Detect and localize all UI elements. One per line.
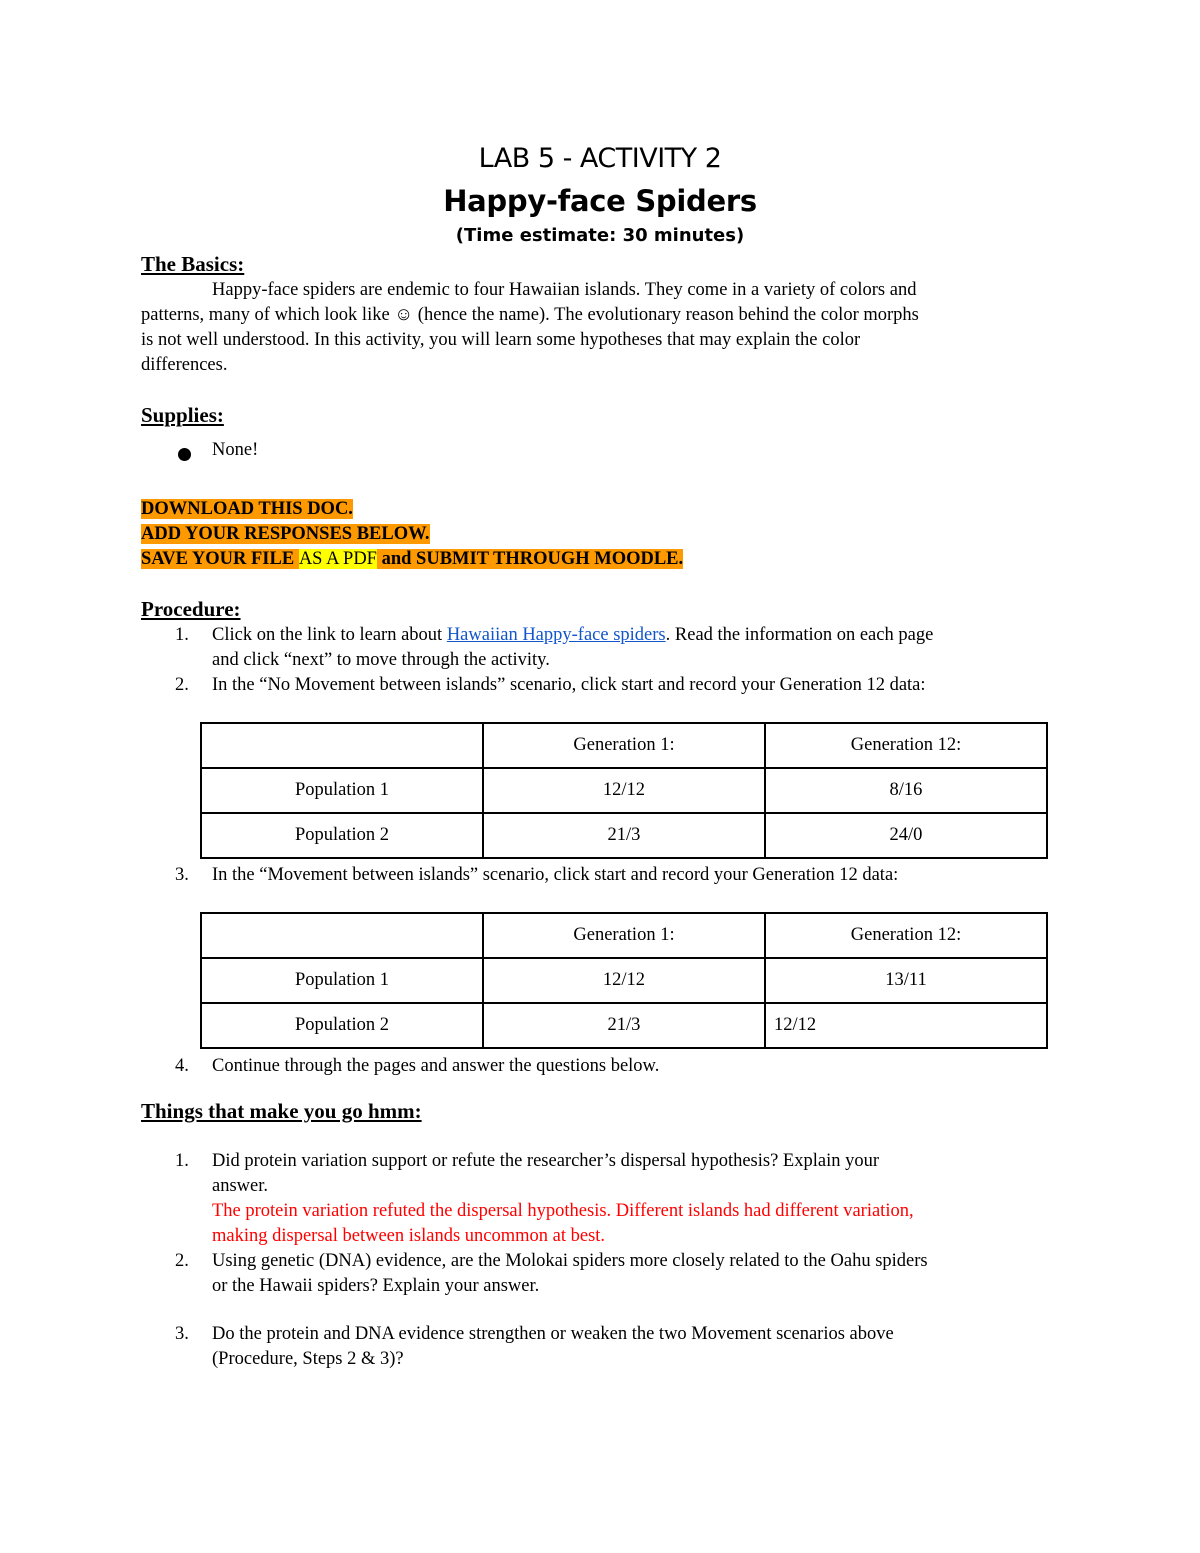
bullet-icon — [178, 448, 191, 461]
basics-heading: The Basics: — [141, 252, 245, 276]
happy-face-spiders-link[interactable]: Hawaiian Happy-face spiders — [446, 625, 666, 645]
question-3: 3. Do the protein and DNA evidence strengthen or weaken the two Movement scenarios above (Procedure, Steps 2 & 3)? — [175, 1324, 894, 1369]
instruction-submit: SAVE YOUR FILE AS A PDF and SUBMIT THROUGH MOODLE. — [141, 549, 684, 569]
question-1: 1. Did protein variation support or refute the researcher’s dispersal hypothesis? Explain your answer. The protein variation refuted the dispersal hypothesis. Different islands had different variation, making dispersal between islands uncommon at best. — [141, 1149, 1056, 1249]
page-title: Happy-face Spiders — [443, 184, 757, 218]
answer-1-line-1: The protein variation refuted the dispersal hypothesis. Different islands had different variation, — [212, 1201, 914, 1221]
table-row: Population 2 21/3 12/12 — [201, 1003, 1047, 1048]
basics-line-2: patterns, many of which look like ☺ (hence the name). The evolutionary reason behind the color morphs — [141, 305, 919, 325]
basics-line-4: differences. — [141, 355, 228, 375]
instruction-download: DOWNLOAD THIS DOC. — [141, 499, 353, 519]
procedure-step-3: 3. In the “Movement between islands” scenario, click start and record your Generation 12 data: — [175, 865, 899, 885]
basics-line-3: is not well understood. In this activity, you will learn some hypotheses that may explain the color — [141, 330, 861, 350]
no-movement-table — [200, 722, 1048, 859]
question-2: 2. Using genetic (DNA) evidence, are the Molokai spiders more closely related to the Oahu spiders or the Hawaii spiders? Explain your answer. — [175, 1251, 928, 1296]
basics-line-1: Happy-face spiders are endemic to four Hawaiian islands. They come in a variety of colors and — [212, 280, 917, 300]
procedure-step-4: 4. Continue through the pages and answer the questions below. — [175, 1056, 660, 1076]
basics-paragraph — [141, 278, 1051, 378]
lab-label: LAB 5 - ACTIVITY 2 — [478, 143, 722, 174]
table-row: Population 1 12/12 8/16 — [201, 768, 1047, 813]
table-row: Population 1 12/12 13/11 — [201, 958, 1047, 1003]
document-page: LAB 5 - ACTIVITY 2 Happy-face Spiders (Time estimate: 30 minutes) The Basics: Happy-face spiders are endemic to four Hawaiian islands. They come in a variety of colors and patterns, many of which look like ☺ (hence the name). The evolutionary reason behind the color morphs is not well understood. In this activity, you will learn some hypotheses that may explain the color differences. Supplies: None! DOWNLOAD THIS DOC. ADD YOUR RESPONSES BELOW. SAVE YOUR FILE AS A PDF and SUBMIT THROUGH MOODLE. Procedure: 1. Click on the link to learn about Hawaiian Happy-face spiders. Read the information on each page and click “next” to move through the activity. 2. In the “No Movement between islands” scenario, click start and record your Generation 12 data: Generation 1: Generation 12: Population 1 12/12 8/16 Population 2 21/3 24/0 3. In the “Movement between islands” scenario, click start and record your Generation 12 data: Generation 1: Generation 12: Population 1 12/12 13/11 Population 2 21/3 12/12 4. Continue through the pages and answer the questions below. Things that make you go hmm: 1. Did protein variation support or refute the researcher’s dispersal hypothesis? Explain your answer. The protein variation refuted the dispersal hypothesis. Different islands had different variation, making dispersal between islands uncommon at best. 2. Using genetic (DNA) evidence, are the Molokai spiders more closely related to the Oahu spiders or the Hawaii spiders? Explain your answer. 3. Do the protein and DNA evidence strengthen or weaken the two Movement scenarios above (Procedure, Steps 2 & 3)? — [0, 0, 1200, 1553]
procedure-step-2: 2. In the “No Movement between islands” scenario, click start and record your Generation 12 data: — [175, 675, 926, 695]
movement-table — [200, 912, 1048, 1049]
table-header-row: Generation 1: Generation 12: — [201, 723, 1047, 768]
table-row: Population 2 21/3 24/0 — [201, 813, 1047, 858]
answer-1-line-2: making dispersal between islands uncommon at best. — [212, 1226, 606, 1246]
supplies-heading: Supplies: — [141, 403, 224, 427]
instruction-responses: ADD YOUR RESPONSES BELOW. — [141, 524, 430, 544]
procedure-heading: Procedure: — [141, 597, 241, 621]
hmm-heading: Things that make you go hmm: — [141, 1099, 422, 1123]
procedure-step-1: 1. Click on the link to learn about Hawaiian Happy-face spiders. Read the information on each page and click “next” to move through the activity. — [175, 625, 934, 670]
table-header-row: Generation 1: Generation 12: — [201, 913, 1047, 958]
time-estimate: (Time estimate: 30 minutes) — [455, 225, 745, 246]
